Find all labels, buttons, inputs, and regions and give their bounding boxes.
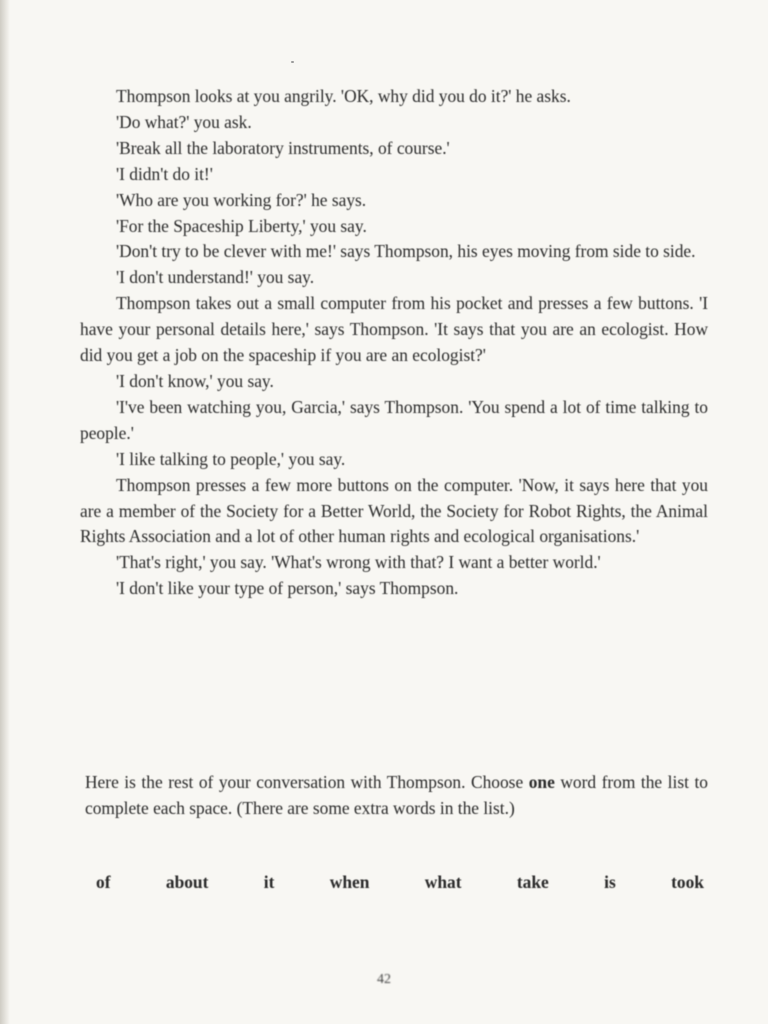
- story-paragraph: 'That's right,' you say. 'What's wrong with that? I want a better world.': [116, 552, 601, 573]
- story-paragraph: 'I've been watching you, Garcia,' says Thompson. 'You spend a lot of time talking to people.': [80, 396, 708, 443]
- story-paragraph: 'I like talking to people,' you say.: [116, 448, 346, 469]
- word-bank-item: is: [604, 872, 616, 892]
- story-paragraph: 'Do what?' you ask.: [116, 111, 252, 132]
- exercise-instructions: [85, 770, 708, 822]
- instruction-text: [85, 770, 708, 822]
- page-edge-shadow: [0, 0, 10, 1024]
- word-bank-item: took: [671, 872, 704, 892]
- speck-mark: [291, 61, 294, 63]
- word-bank-item: what: [424, 872, 462, 892]
- page-number: 42: [377, 972, 391, 987]
- story-paragraph: Thompson looks at you angrily. 'OK, why did you do it?' he asks.: [116, 86, 571, 106]
- story-paragraph: 'Who are you working for?' he says.: [116, 189, 367, 210]
- story-paragraph: Thompson presses a few more buttons on the computer. 'Now, it says here that you are a member of the Society for a Better World, the Society for Robot Rights, the Animal Rights Association and a lot of other human rights and ecological organisations.': [80, 474, 708, 547]
- story-text: [80, 84, 708, 602]
- story-paragraph: 'I didn't do it!': [116, 163, 213, 184]
- word-bank-item: take: [516, 872, 549, 892]
- story-paragraph: 'I don't know,' you say.: [116, 370, 274, 391]
- instruction-part-2: word from the list to complete each space. (There are some extra words in the list.): [85, 772, 708, 818]
- story-paragraph: 'I don't like your type of person,' says Thompson.: [116, 578, 459, 599]
- story-paragraph: 'Break all the laboratory instruments, of course.': [116, 137, 450, 158]
- instruction-emphasis: one: [528, 772, 555, 792]
- word-bank-item: when: [329, 872, 370, 892]
- story-paragraph: Thompson takes out a small computer from his pocket and presses a few buttons. 'I have your personal details here,' says Thompson. 'It says that you are an ecologist. How did you get a job on the spaceship if you are an ecologist?': [80, 293, 708, 366]
- story-paragraph: 'I don't understand!' you say.: [116, 267, 315, 288]
- word-bank-item: about: [165, 872, 209, 892]
- story-paragraph: 'For the Spaceship Liberty,' you say.: [116, 215, 367, 236]
- word-bank: [96, 872, 704, 893]
- word-bank-item: of: [96, 872, 111, 892]
- story-paragraph: 'Don't try to be clever with me!' says Thompson, his eyes moving from side to side.: [116, 241, 696, 262]
- instruction-part-1: Here is the rest of your conversation with Thompson. Choose: [85, 772, 529, 792]
- word-bank-item: it: [263, 872, 275, 892]
